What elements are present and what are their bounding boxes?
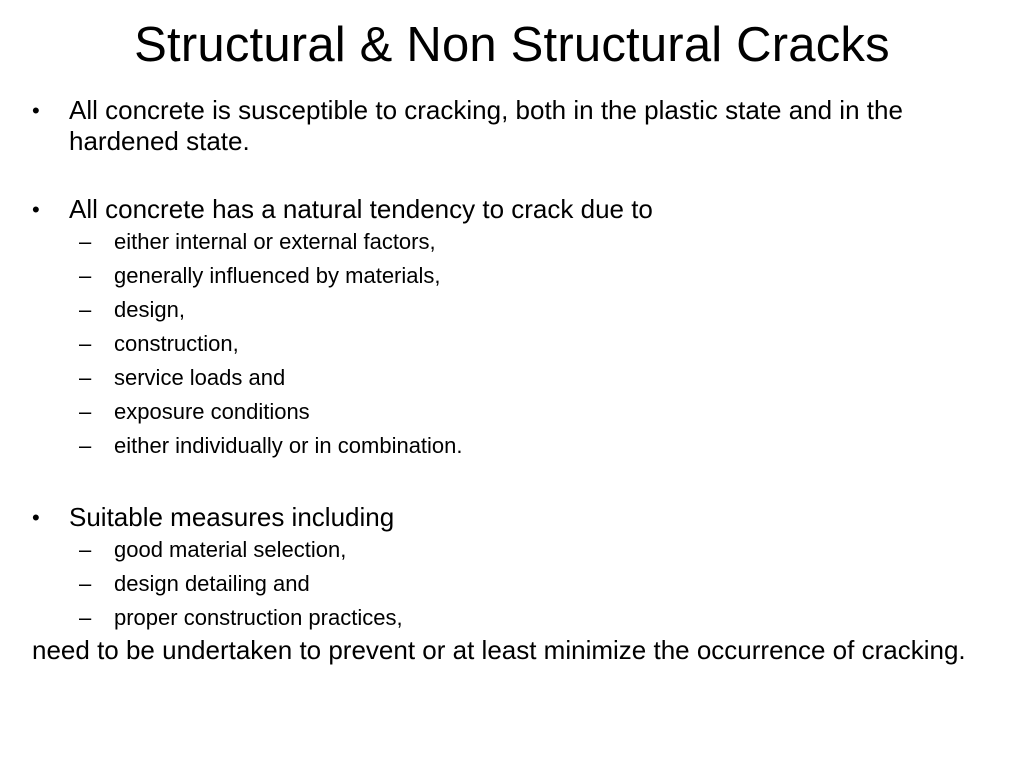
sub-item-text: design detailing and [114, 571, 310, 596]
sub-item-text: either individually or in combination. [114, 433, 463, 458]
bullet-text: Suitable measures including [69, 502, 395, 532]
bullet-icon: • [32, 197, 40, 222]
dash-icon: – [79, 537, 92, 562]
dash-icon: – [79, 571, 92, 596]
sub-item-text: construction, [114, 331, 239, 356]
sub-item [32, 327, 982, 361]
dash-icon: – [79, 297, 92, 322]
sub-item [32, 293, 982, 327]
dash-icon: – [79, 229, 92, 254]
slide-title: Structural & Non Structural Cracks [134, 18, 890, 72]
sub-item-text: generally influenced by materials, [114, 263, 441, 288]
sub-item-text: service loads and [114, 365, 286, 390]
sub-item [32, 567, 982, 601]
sub-item [32, 601, 982, 635]
sub-item-text: design, [114, 297, 185, 322]
dash-icon: – [79, 433, 92, 458]
bullet-icon: • [32, 505, 40, 530]
dash-icon: – [79, 399, 92, 424]
dash-icon: – [79, 605, 92, 630]
sub-item [32, 259, 982, 293]
sub-item [32, 361, 982, 395]
bullet-item [32, 194, 982, 225]
slide-content [32, 95, 982, 666]
bullet-text: All concrete is susceptible to cracking, both in the plastic state and in the hardened state. [69, 95, 903, 156]
sub-item-text: either internal or external factors, [114, 229, 436, 254]
bullet-item [32, 95, 982, 157]
bullet-item [32, 502, 982, 533]
bullet-icon: • [32, 98, 40, 123]
sub-item [32, 533, 982, 567]
sub-item [32, 395, 982, 429]
sub-item-text: good material selection, [114, 537, 347, 562]
sub-item-text: exposure conditions [114, 399, 310, 424]
sub-item-text: proper construction practices, [114, 605, 403, 630]
sub-item [32, 429, 982, 463]
dash-icon: – [79, 365, 92, 390]
dash-icon: – [79, 331, 92, 356]
sub-item [32, 225, 982, 259]
bullet-text: All concrete has a natural tendency to crack due to [69, 194, 653, 224]
closing-text: need to be undertaken to prevent or at least minimize the occurrence of cracking. [32, 635, 966, 665]
dash-icon: – [79, 263, 92, 288]
